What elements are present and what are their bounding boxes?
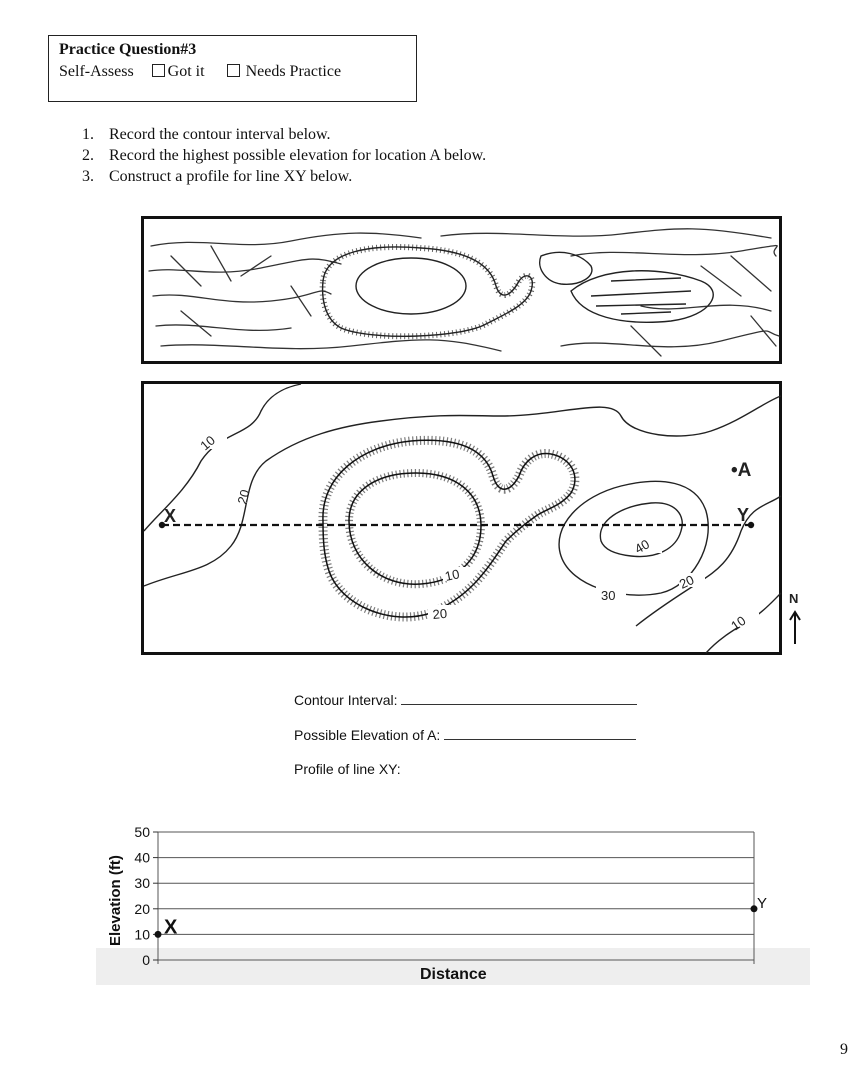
landscape-sketch	[141, 216, 783, 365]
contour-label: 40	[632, 536, 653, 557]
got-it-checkbox[interactable]	[152, 64, 165, 77]
point-y-label: Y	[737, 505, 750, 525]
point-a-label: •A	[731, 460, 752, 481]
practice-question-box	[48, 35, 417, 102]
contour-label: 20	[676, 572, 697, 592]
profile-point-label: X	[164, 916, 178, 939]
contour-label: 10	[728, 612, 749, 634]
contour-label: 30	[601, 588, 616, 603]
profile-point-label: Y	[757, 894, 768, 912]
profile-point-x	[155, 931, 162, 938]
north-label: N	[789, 591, 799, 606]
contour-label: 20	[234, 487, 253, 506]
needs-practice-checkbox[interactable]	[227, 64, 240, 77]
graph-grid	[158, 832, 754, 964]
map-border	[143, 383, 781, 654]
contour-label: 10	[443, 566, 461, 584]
y-axis-label: Elevation (ft)	[107, 855, 124, 946]
y-tick-label: 10	[134, 926, 150, 943]
y-tick-labels	[134, 824, 158, 968]
contour-interval-field	[294, 692, 637, 708]
self-assess-label: Self-Assess	[59, 63, 134, 80]
elevation-a-answer-line[interactable]	[444, 727, 636, 740]
practice-question-title: Practice Question#3	[59, 41, 197, 58]
question-item	[82, 166, 486, 187]
y-tick-label: 0	[142, 952, 150, 968]
elevation-a-field	[294, 727, 636, 743]
contour-label: 10	[197, 432, 219, 454]
profile-endpoints	[155, 895, 768, 939]
profile-label: Profile of line XY:	[294, 761, 401, 777]
contour-interval-answer-line[interactable]	[401, 692, 637, 705]
point-x-label: X	[164, 506, 177, 526]
north-arrow	[789, 591, 800, 644]
profile-field	[294, 761, 401, 777]
question-text: Record the contour interval below.	[109, 126, 331, 143]
contour-label: 20	[431, 605, 448, 622]
question-item	[82, 145, 486, 166]
contour-map	[141, 381, 841, 681]
question-number: 2.	[82, 147, 94, 164]
y-tick-label: 20	[134, 900, 150, 917]
elevation-a-label: Possible Elevation of A:	[294, 727, 441, 743]
self-assess-row	[59, 63, 341, 81]
x-axis-label: Distance	[420, 966, 487, 983]
question-number: 3.	[82, 168, 94, 185]
needs-practice-label: Needs Practice	[245, 63, 342, 80]
y-tick-label: 30	[134, 875, 150, 892]
got-it-label: Got it	[167, 63, 205, 80]
question-item	[82, 124, 486, 145]
contour-interval-label: Contour Interval:	[294, 692, 398, 708]
question-number: 1.	[82, 126, 94, 143]
y-tick-label: 40	[134, 849, 150, 866]
page-number: 9	[840, 1041, 848, 1058]
question-list	[82, 124, 486, 187]
y-tick-label: 50	[134, 824, 150, 840]
question-text: Construct a profile for line XY below.	[109, 168, 353, 185]
question-text: Record the highest possible elevation for location A below.	[109, 147, 487, 164]
profile-graph	[96, 815, 812, 987]
